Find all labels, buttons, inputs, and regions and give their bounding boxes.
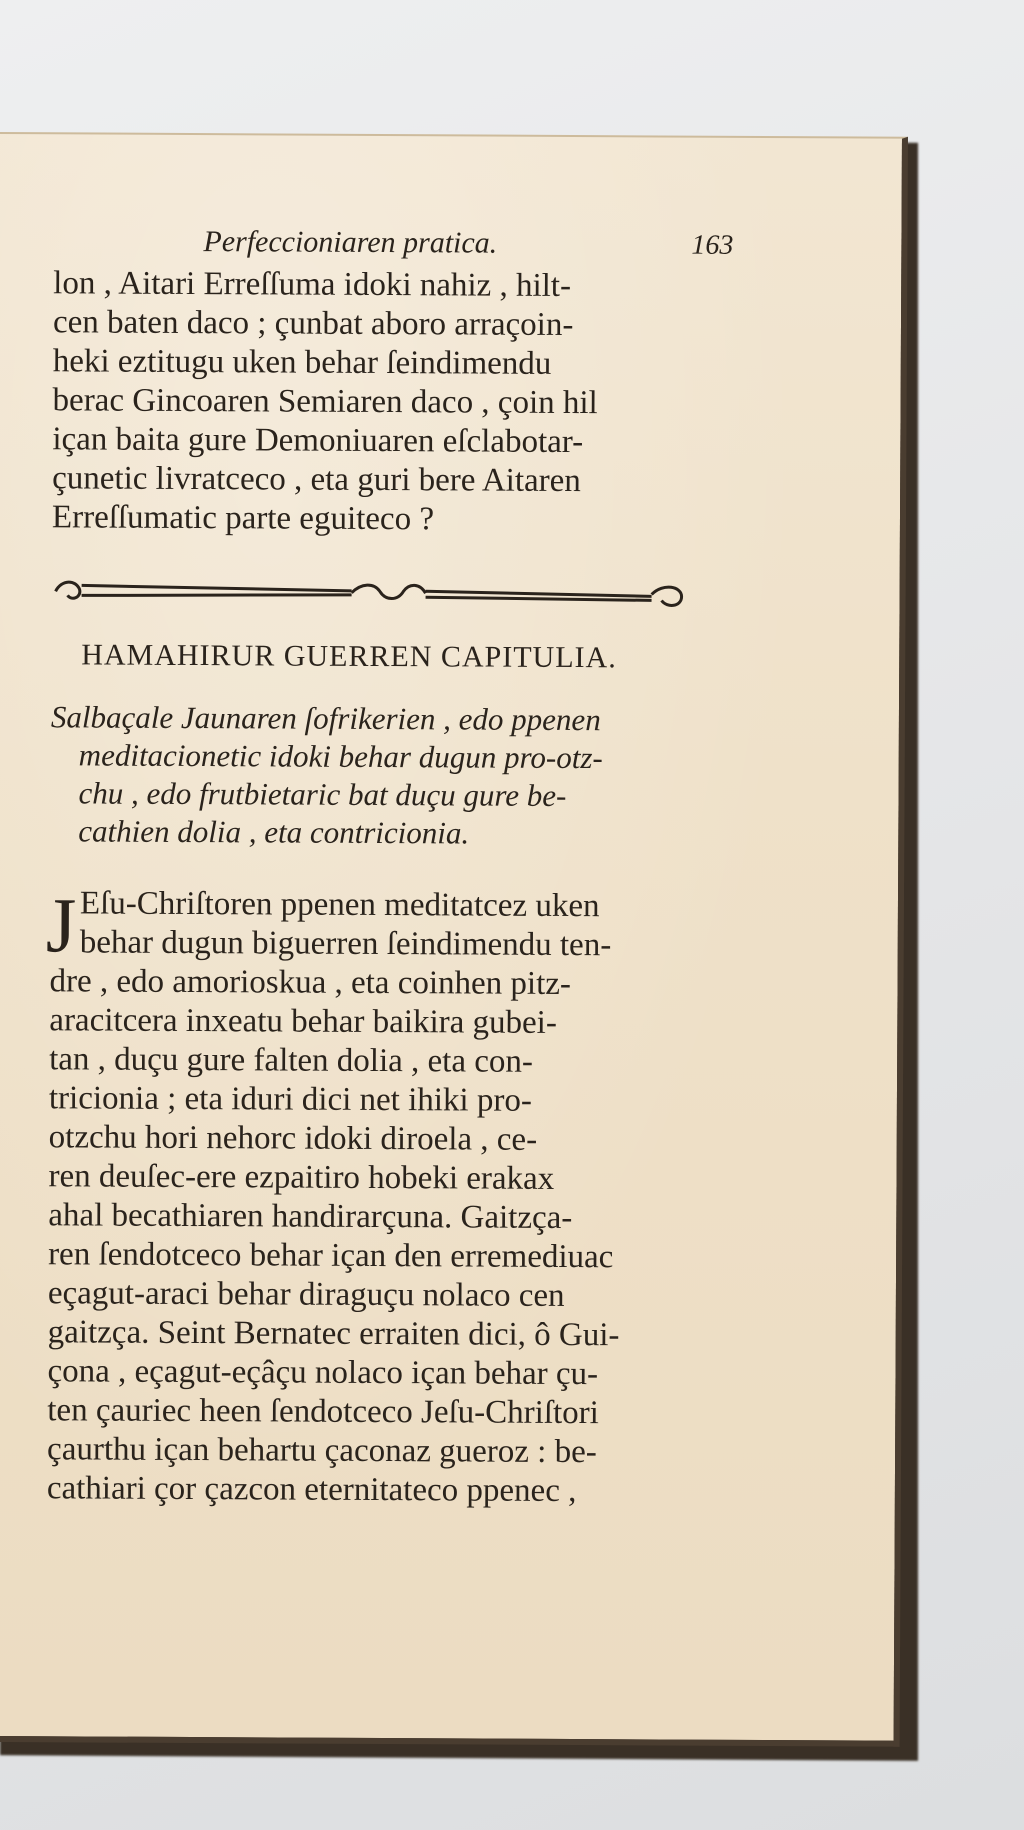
book-page [0, 132, 908, 1747]
text-line: çaurthu içan behartu çaconaz gueroz : be- [47, 1431, 597, 1471]
text-line: ren ſendotceco behar içan den erremediuac [48, 1236, 614, 1276]
ornamental-divider [52, 575, 692, 610]
text-line: içan baita gure Demoniuaren eſclabotar- [52, 421, 584, 461]
drop-cap-letter: J [45, 881, 77, 969]
text-line: berac Gincoaren Semiaren daco , çoin hil [52, 382, 598, 422]
page-number: 163 [691, 229, 734, 261]
text-line: ten çauriec heen ſendotceco Jeſu-Chriſtori [47, 1392, 599, 1432]
text-line: dre , edo amorioskua , eta coinhen pitz- [49, 963, 572, 1003]
page-text-block [47, 224, 734, 1512]
summary-line: cathien dolia , eta contricionia. [78, 813, 470, 851]
chapter-summary [50, 698, 731, 854]
top-paragraph [52, 264, 733, 541]
text-line: çona , eçagut-eçâçu nolaco içan behar çu- [47, 1353, 599, 1393]
text-line: Erreſſumatic parte eguiteco ? [51, 499, 435, 538]
text-line: heki eztitugu uken behar ſeindimendu [52, 343, 552, 382]
text-line: tan , duçu gure falten dolia , eta con- [49, 1041, 534, 1080]
text-line: gaitzça. Seint Bernatec erraiten dici, ô Gui- [47, 1314, 620, 1354]
main-paragraph [45, 881, 730, 1512]
text-line: ren deuſec-ere ezpaitiro hobeki erakax [48, 1158, 555, 1197]
text-line: ahal becathiaren handirarçuna. Gaitzça- [48, 1197, 573, 1237]
summary-line: Salbaçale Jaunaren ſofrikerien , edo ppenen [50, 699, 601, 738]
chapter-heading: HAMAHIRUR GUERREN CAPITULIA. [81, 638, 617, 675]
text-line: cathiari çor çazcon eternitateco ppenec , [46, 1470, 577, 1510]
text-line: aracitcera inxeatu behar baikira gubei- [49, 1002, 557, 1041]
text-line: eçagut-araci behar diraguçu nolaco cen [47, 1275, 565, 1314]
text-line: otzchu hori nehorc idoki diroela , ce- [48, 1119, 538, 1158]
text-line: cen baten daco ; çunbat aboro arraçoin- [52, 304, 574, 344]
text-line: lon , Aitari Erreſſuma idoki nahiz , hilt- [53, 265, 572, 304]
summary-line: chu , edo frutbietaric bat duçu gure be- [78, 775, 567, 813]
text-line: Eſu-Chriſtoren ppenen meditatcez uken [79, 885, 600, 925]
text-line: behar dugun biguerren ſeindimendu ten- [79, 924, 612, 964]
summary-line: meditacionetic idoki behar dugun pro-otz- [78, 737, 603, 776]
page-header [53, 224, 733, 268]
running-title: Perfeccioniaren pratica. [203, 225, 498, 260]
text-line: çunetic livratceco , eta guri bere Aitaren [52, 460, 581, 500]
text-line: tricionia ; eta iduri dici net ihiki pro- [48, 1080, 532, 1119]
